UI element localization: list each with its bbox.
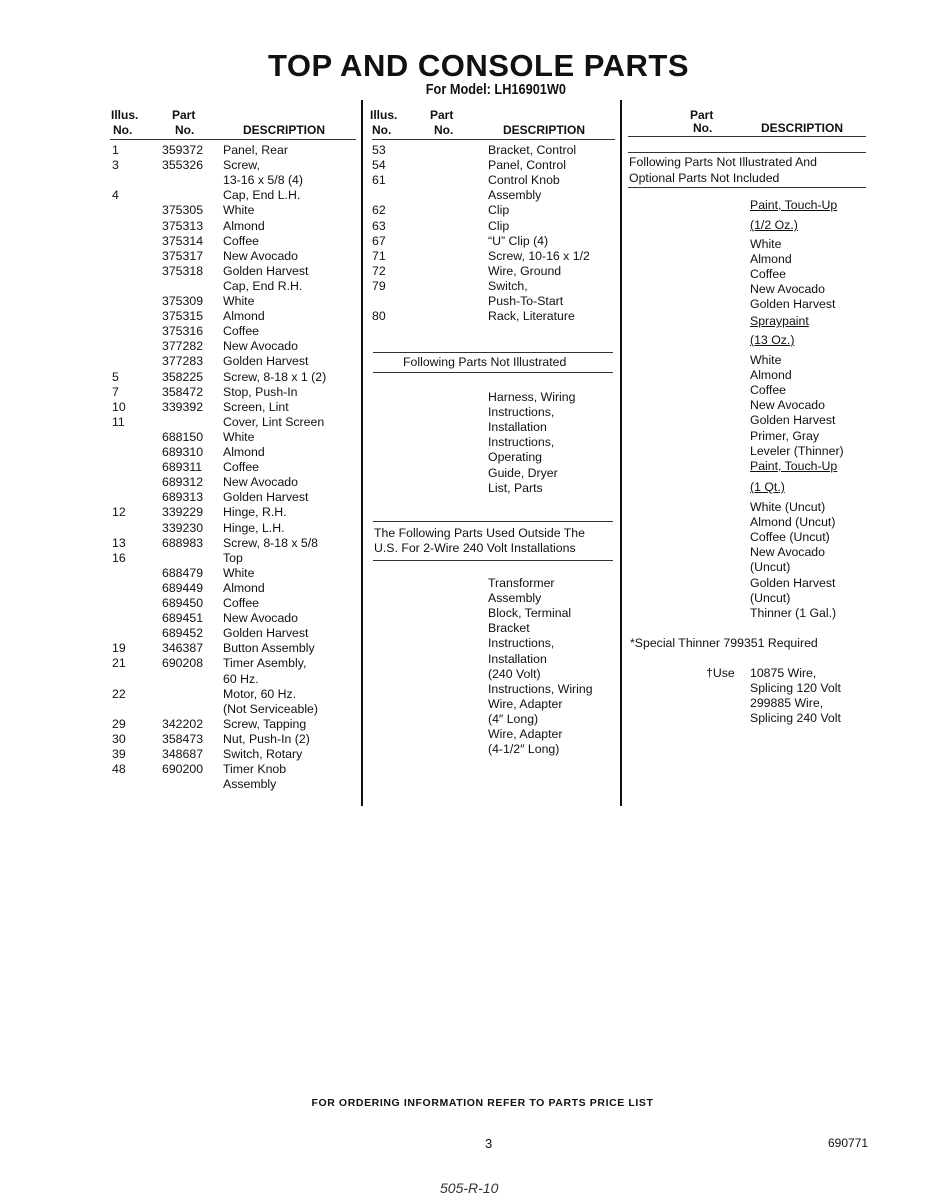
illus-header: Illus. [111, 108, 139, 122]
part-number: 375315 [162, 309, 204, 324]
part-description: New Avocado [223, 475, 298, 490]
header-rule [372, 139, 615, 140]
part-number: 689449 [162, 580, 204, 595]
part-description: Panel, Control [488, 158, 566, 173]
illus-number: 3 [112, 158, 119, 173]
part-number: 689452 [162, 626, 204, 641]
use-label: †Use [706, 666, 735, 680]
part-header: Part [430, 108, 454, 122]
part-description: Leveler (Thinner) [750, 443, 844, 458]
part-description: White [750, 353, 782, 367]
part-description: White [223, 294, 255, 308]
part-description: Coffee [223, 460, 260, 475]
part-number: 689310 [162, 445, 204, 459]
part-description: Golden Harvest [223, 354, 309, 369]
subsection-title: Paint, Touch-Up [750, 459, 838, 473]
part-description: Top [223, 550, 243, 565]
part-description: Almond [750, 368, 792, 383]
part-description: Almond (Uncut) [750, 515, 836, 530]
part-description: White [223, 565, 255, 580]
column-divider [620, 100, 622, 806]
part-description: White [223, 429, 255, 444]
part-description: Cap, End R.H. [223, 278, 303, 293]
part-number: 358472 [162, 384, 204, 399]
part-number: 688479 [162, 565, 204, 580]
header-rule [110, 139, 356, 140]
part-description: Coffee [223, 596, 260, 610]
part-description: Control Knob [488, 173, 560, 188]
part-number: 339392 [162, 399, 204, 414]
part-description: Instructions, [488, 405, 555, 420]
outside-us-heading: The Following Parts Used Outside The [374, 526, 585, 540]
part-description: White [223, 203, 255, 218]
subsection-size: (13 Oz.) [750, 333, 795, 347]
part-description: Timer Knob [223, 762, 287, 777]
part-description: Hinge, R.H. [223, 505, 287, 520]
part-description: White [750, 237, 782, 251]
illus-number: 4 [112, 188, 119, 203]
part-description: (4-1/2″ Long) [488, 742, 560, 757]
illus-number: 16 [112, 550, 126, 565]
part-description: Hinge, L.H. [223, 520, 285, 535]
part-number: 375309 [162, 294, 204, 308]
part-number: 690200 [162, 762, 204, 777]
part-number: 359372 [162, 143, 204, 157]
part-description: New Avocado [223, 611, 298, 626]
part-number: 377282 [162, 339, 204, 354]
illus-number: 12 [112, 505, 126, 520]
part-number: 355326 [162, 158, 204, 173]
part-description: Almond [750, 252, 792, 267]
part-description: Wire, Adapter [488, 727, 563, 741]
part-description: Operating [488, 450, 543, 465]
part-description: Golden Harvest [223, 490, 309, 505]
part-description: Screw, 8-18 x 1 (2) [223, 369, 327, 384]
part-description: White (Uncut) [750, 500, 826, 514]
illus-number: 11 [112, 414, 125, 429]
illus-number: 19 [112, 641, 126, 656]
part-description: Almond [223, 218, 265, 233]
part-description: New Avocado [750, 545, 825, 560]
illus-number: 13 [112, 535, 126, 550]
part-description: Almond [223, 445, 265, 459]
outside-us-heading: U.S. For 2-Wire 240 Volt Installations [374, 541, 576, 555]
part-number: 358473 [162, 731, 204, 746]
column-divider [361, 100, 363, 806]
part-description: Instructions, [488, 636, 555, 651]
part-number: 689313 [162, 490, 204, 505]
illus-number: 67 [372, 233, 386, 248]
part-description: Installation [488, 651, 547, 666]
part-description: 13-16 x 5/8 (4) [223, 173, 303, 188]
part-description: Golden Harvest [223, 626, 309, 641]
part-description: Primer, Gray [750, 428, 820, 443]
part-description: Clip [488, 218, 510, 233]
part-description: Nut, Push-In (2) [223, 731, 310, 746]
section-rule [373, 521, 613, 522]
part-description: Almond [223, 309, 265, 324]
part-number: 689451 [162, 611, 204, 626]
illus-number: 71 [372, 248, 386, 263]
part-header: Part [690, 108, 714, 122]
part-header: No. [693, 121, 713, 135]
part-description: Wire, Ground [488, 263, 562, 278]
part-description: Switch, [488, 278, 528, 293]
section-rule [628, 187, 866, 188]
illus-number: 5 [112, 369, 119, 384]
illus-number: 63 [372, 218, 386, 233]
part-number: 342202 [162, 716, 204, 731]
part-description: Installation [488, 420, 547, 435]
part-description: 60 Hz. [223, 671, 259, 686]
part-description: Coffee [750, 383, 787, 398]
part-description: Coffee [223, 324, 260, 339]
use-note-line: Splicing 240 Volt [750, 711, 841, 726]
part-description: Switch, Rotary [223, 747, 303, 761]
part-description: Stop, Push-In [223, 384, 298, 399]
section-rule [373, 352, 613, 353]
illus-number: 10 [112, 399, 126, 414]
page-number: 3 [485, 1136, 493, 1151]
part-description: New Avocado [750, 398, 825, 413]
part-description: Panel, Rear [223, 143, 288, 157]
description-header: DESCRIPTION [243, 123, 326, 137]
document-number: 690771 [828, 1136, 869, 1150]
illus-header: Illus. [370, 108, 398, 122]
part-description: Assembly [223, 777, 277, 792]
part-description: Screw, [223, 158, 260, 173]
part-description: (240 Volt) [488, 666, 541, 681]
part-description: Instructions, [488, 435, 555, 450]
illus-header: No. [372, 123, 392, 137]
section-rule [373, 560, 613, 561]
part-number: 346387 [162, 641, 204, 656]
part-description: Rack, Literature [488, 309, 575, 324]
part-description: Coffee [750, 267, 787, 282]
illus-number: 7 [112, 384, 119, 399]
part-number: 689311 [162, 460, 203, 475]
optional-parts-heading: Following Parts Not Illustrated And [629, 155, 817, 169]
illus-number: 29 [112, 716, 126, 731]
part-number: 688150 [162, 429, 204, 444]
illus-number: 62 [372, 203, 386, 218]
illus-number: 61 [372, 173, 386, 188]
use-note-line: 10875 Wire, [750, 666, 817, 680]
use-note-line: Splicing 120 Volt [750, 681, 841, 696]
illus-number: 39 [112, 747, 126, 761]
part-description: Bracket [488, 621, 530, 636]
part-description: Bracket, Control [488, 143, 577, 157]
handwritten-note: 505-R-10 [440, 1180, 499, 1196]
part-number: 348687 [162, 747, 204, 761]
part-header: No. [434, 123, 454, 137]
part-description: Timer Asembly, [223, 656, 307, 671]
ordering-info: FOR ORDERING INFORMATION REFER TO PARTS PRICE LIST [311, 1097, 654, 1109]
part-description: “U” Clip (4) [488, 233, 549, 248]
part-description: Almond [223, 580, 265, 595]
illus-number: 79 [372, 278, 386, 293]
model-subtitle: For Model: LH16901W0 [425, 81, 567, 98]
part-description: (Not Serviceable) [223, 701, 318, 716]
part-description: Clip [488, 203, 510, 218]
part-description: Instructions, Wiring [488, 681, 593, 696]
part-number: 375316 [162, 324, 204, 339]
part-number: 375313 [162, 218, 204, 233]
part-number: 339230 [162, 520, 204, 535]
section-rule [373, 372, 613, 373]
part-description: Coffee [223, 233, 260, 248]
section-rule [628, 152, 866, 153]
part-header: No. [175, 123, 195, 137]
part-description: (4″ Long) [488, 711, 539, 726]
part-description: Motor, 60 Hz. [223, 686, 297, 701]
part-number: 358225 [162, 369, 204, 384]
description-header: DESCRIPTION [761, 121, 844, 135]
part-description: (Uncut) [750, 590, 791, 605]
part-number: 690208 [162, 656, 204, 671]
part-description: Button Assembly [223, 641, 315, 656]
part-description: Coffee (Uncut) [750, 530, 830, 545]
part-number: 688983 [162, 535, 204, 550]
illus-number: 54 [372, 158, 386, 173]
part-number: 375314 [162, 233, 204, 248]
part-number: 377283 [162, 354, 204, 369]
part-number: 375305 [162, 203, 204, 218]
subsection-size: (1 Qt.) [750, 480, 785, 494]
part-number: 689450 [162, 596, 204, 610]
part-description: Transformer [488, 576, 555, 590]
not-illustrated-heading: Following Parts Not Illustrated [403, 355, 567, 369]
part-description: Screw, 10-16 x 1/2 [488, 248, 590, 263]
illus-number: 22 [112, 686, 126, 701]
subsection-title: Spraypaint [750, 314, 809, 328]
part-header: Part [172, 108, 196, 122]
illus-number: 72 [372, 263, 386, 278]
use-note-line: 299885 Wire, [750, 696, 824, 711]
subsection-size: (1/2 Oz.) [750, 218, 798, 232]
illus-number: 80 [372, 309, 386, 324]
part-description: Screw, Tapping [223, 716, 307, 731]
description-header: DESCRIPTION [503, 123, 586, 137]
part-description: Cap, End L.H. [223, 188, 301, 203]
part-description: Golden Harvest [223, 263, 309, 278]
part-description: Wire, Adapter [488, 696, 563, 711]
part-number: 339229 [162, 505, 204, 520]
part-description: Assembly [488, 591, 542, 606]
part-description: Thinner (1 Gal.) [750, 605, 837, 620]
part-description: Guide, Dryer [488, 465, 558, 480]
illus-number: 30 [112, 731, 126, 746]
illus-number: 21 [112, 656, 126, 671]
special-thinner-note: *Special Thinner 799351 Required [630, 636, 818, 650]
part-description: Harness, Wiring [488, 390, 576, 404]
subsection-title: Paint, Touch-Up [750, 198, 838, 212]
part-description: Screw, 8-18 x 5/8 [223, 535, 319, 550]
part-number: 689312 [162, 475, 204, 490]
part-description: Golden Harvest [750, 575, 836, 590]
illus-number: 53 [372, 143, 386, 157]
illus-number: 1 [112, 143, 119, 157]
part-description: Block, Terminal [488, 606, 572, 621]
part-number: 375318 [162, 263, 204, 278]
part-description: New Avocado [750, 282, 825, 297]
illus-number: 48 [112, 762, 126, 777]
part-description: New Avocado [223, 339, 298, 354]
part-number: 375317 [162, 248, 204, 263]
optional-parts-heading: Optional Parts Not Included [629, 171, 780, 185]
part-description: Push-To-Start [488, 294, 564, 308]
part-description: Cover, Lint Screen [223, 414, 325, 429]
page-title: TOP AND CONSOLE PARTS [267, 48, 689, 83]
part-description: New Avocado [223, 248, 298, 263]
part-description: (Uncut) [750, 560, 791, 575]
part-description: Screen, Lint [223, 399, 289, 414]
illus-header: No. [113, 123, 133, 137]
part-description: Golden Harvest [750, 413, 836, 428]
part-description: Golden Harvest [750, 297, 836, 312]
part-description: Assembly [488, 188, 542, 203]
header-rule [628, 136, 866, 137]
part-description: List, Parts [488, 480, 543, 495]
